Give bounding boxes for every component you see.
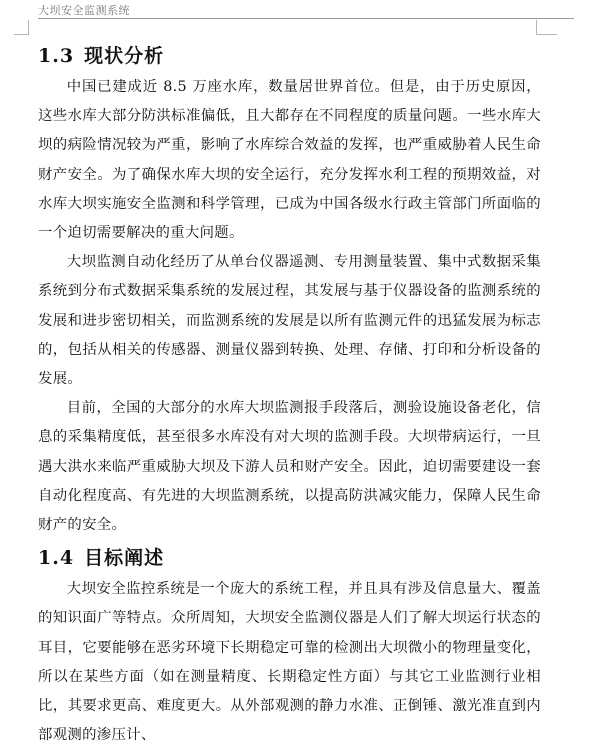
document-body [38,38,541,750]
section-title: 目标阐述 [84,547,165,570]
section-heading [38,42,541,70]
margin-corner-mark-right [536,20,557,35]
section-number: 1.4 [38,547,75,570]
page-header [0,0,612,20]
paragraph: 大坝安全监控系统是一个庞大的系统工程，并且具有涉及信息量大、覆盖的知识面广等特点。众所周知，大坝安全监测仪器是人们了解大坝运行状态的耳目，它要能够在恶劣环境下长期稳定可靠的检测出大坝微小的物理量变化，所以在某些方面（如在测量精度、长期稳定性方面）与其它工业监测行业相比，其要求更高、难度更大。从外部观测的静力水准、正倒锤、激光准直到内部观测的渗压计、 [38,581,541,744]
section-number: 1.3 [38,45,75,67]
paragraph: 目前，全国的大部分的水库大坝监测报手段落后，测验设施设备老化，信息的采集精度低，甚至很多水库没有对大坝的监测手段。大坝带病运行，一旦遇大洪水来临严重威胁大坝及下游人员和财产安全。因此，迫切需要建设一套自动化程度高、有先进的大坝监测系统，以提高防洪减灾能力，保障人民生命财产的安全。 [38,400,541,534]
paragraph: 中国已建成近 8.5 万座水库，数量居世界首位。但是，由于历史原因，这些水库大部分防洪标准偏低，且大都存在不同程度的质量问题。一些水库大坝的病险情况较为严重，影响了水库综合效益的发挥，也严重威胁着人民生命财产安全。为了确保水库大坝的安全运行，充分发挥水利工程的预期效益，对水库大坝实施安全监测和科学管理，已成为中国各级水行政主管部门所面临的一个迫切需要解决的重大问题。 [38,79,541,242]
paragraph: 大坝监测自动化经历了从单台仪器遥测、专用测量装置、集中式数据采集系统到分布式数据采集系统的发展过程，其发展与基于仪器设备的监测系统的发展和进步密切相关，而监测系统的发展是以所有监测元件的迅猛发展为标志的，包括从相关的传感器、测量仪器到转换、处理、存储、打印和分析设备的发展。 [38,254,541,388]
header-title: 大坝安全监测系统 [38,4,130,17]
section-heading [38,544,541,572]
section-title: 现状分析 [84,45,165,67]
margin-corner-mark-left [14,20,29,35]
header-divider [38,18,574,19]
